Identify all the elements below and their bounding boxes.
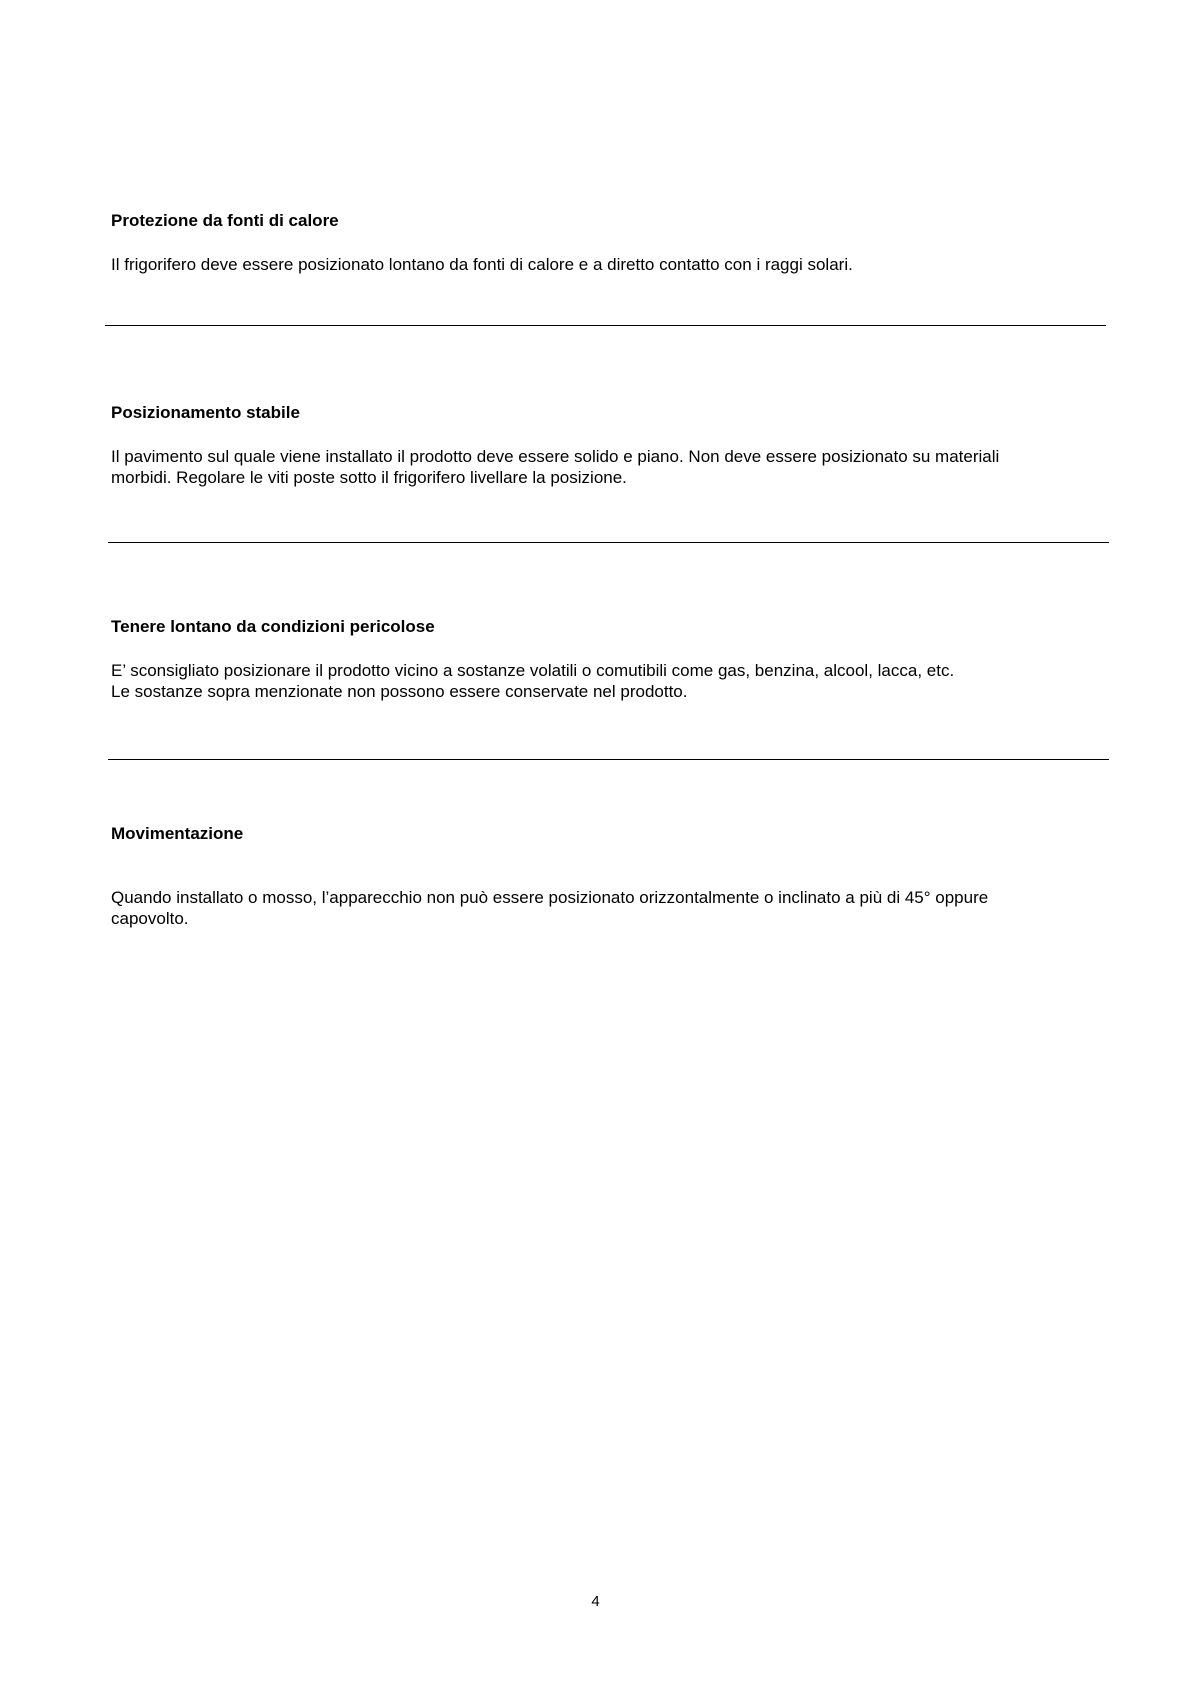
section-heading-dangerous-conditions: Tenere lontano da condizioni pericolose bbox=[111, 617, 435, 636]
paragraph-line: Il frigorifero deve essere posizionato lontano da fonti di calore e a diretto contatto con i raggi solari. bbox=[111, 255, 853, 274]
paragraph-line: Il pavimento sul quale viene installato il prodotto deve essere solido e piano. Non deve essere posizionato su materiali bbox=[111, 447, 1000, 466]
section-divider bbox=[105, 325, 1106, 326]
section-paragraph-heat-protection bbox=[111, 254, 1111, 275]
paragraph-line: E’ sconsigliato posizionare il prodotto vicino a sostanze volatili o comutibili come gas, benzina, alcool, lacca, etc. bbox=[111, 661, 955, 680]
section-paragraph-handling bbox=[111, 887, 1111, 929]
paragraph-line: morbidi. Regolare le viti poste sotto il frigorifero livellare la posizione. bbox=[111, 468, 627, 487]
section-paragraph-stable-positioning bbox=[111, 446, 1111, 488]
section-heading-stable-positioning: Posizionamento stabile bbox=[111, 403, 300, 422]
section-paragraph-dangerous-conditions bbox=[111, 660, 1111, 702]
section-divider bbox=[108, 759, 1109, 760]
paragraph-line: Quando installato o mosso, l’apparecchio non può essere posizionato orizzontalmente o inclinato a più di 45° oppure bbox=[111, 888, 989, 907]
paragraph-line: Le sostanze sopra menzionate non possono essere conservate nel prodotto. bbox=[111, 682, 688, 701]
page-number: 4 bbox=[591, 1593, 600, 1610]
section-heading-heat-protection: Protezione da fonti di calore bbox=[111, 211, 339, 230]
paragraph-line: capovolto. bbox=[111, 909, 189, 928]
section-divider bbox=[108, 542, 1109, 543]
section-heading-handling: Movimentazione bbox=[111, 824, 244, 843]
